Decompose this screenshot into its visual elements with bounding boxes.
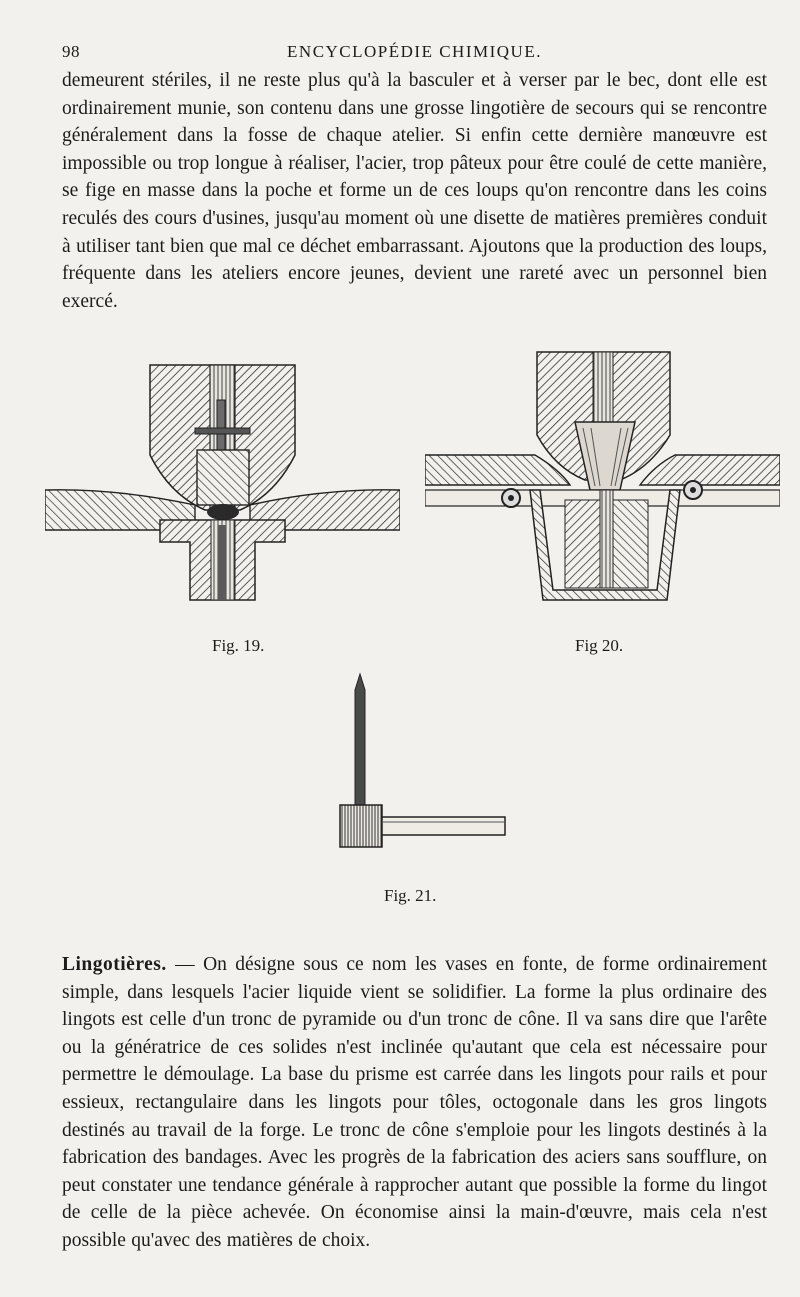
paragraph-intro: demeurent stériles, il ne reste plus qu'à la basculer et à verser par le bec, dont elle est ordinairement munie, son contenu dans une grosse lingotière de secours qui se rencontre généralement dans la fosse de chaque atelier. Si enfin cette dernière manœuvre est impossible ou trop longue à réaliser, l'acier, trop pâteux pour être coulé de cette manière, se fige en masse dans la poche et forme un de ces loups qu'on rencontre dans les coins reculés des cours d'usines, jusqu'au moment où une disette de matières premières conduit à utiliser tant bien que mal ce déchet embarrassant. Ajoutons que la production des loups, fréquente dans les ateliers encore jeunes, devient une rareté avec un personnel bien exercé. xyxy=(62,70,767,312)
figure-19-caption: Fig. 19. xyxy=(212,636,265,655)
running-title: ENCYCLOPÉDIE CHIMIQUE. xyxy=(287,42,542,61)
figure-20 xyxy=(425,350,780,605)
figure-21-caption: Fig. 21. xyxy=(384,886,437,905)
figure-21 xyxy=(335,672,510,852)
title-dash: — xyxy=(166,954,204,975)
figure-19 xyxy=(45,360,400,605)
bleed-through-area xyxy=(150,300,750,320)
paragraph-body: On désigne sous ce nom les vases en fonte, de forme ordinairement simple, dans lesquels l'acier liquide vient se solidifier. La forme la plus ordinaire des lingots est celle d'un tronc de pyramide ou d'un tronc de cône. Il va sans dire que l'arête ou la génératrice de ces solides n'est inclinée qu'autant que cela est nécessaire pour permettre le démoulage. La base du prisme est carrée dans les lingots pour rails et pour essieux, rectangulaire dans les lingots pour tôles, octogonale dans les gros lingots destinés au travail de la forge. Le tronc de cône s'emploie pour les lingots destinés à la fabrication des bandages. Avec les progrès de la fabrication des aciers sans soufflure, on peut constater une tendance générale à rapprocher autant que possible la forme du lingot de celle de la pièce achevée. On économise ainsi la main-d'œuvre, mais cela n'est possible qu'avec des matières de choix. xyxy=(62,954,768,1251)
page-number: 98 xyxy=(62,42,80,61)
paragraph-lingotieres xyxy=(62,951,767,1255)
figure-20-caption: Fig 20. xyxy=(575,636,624,655)
running-header xyxy=(62,42,767,66)
section-title: Lingotières. xyxy=(62,954,167,975)
